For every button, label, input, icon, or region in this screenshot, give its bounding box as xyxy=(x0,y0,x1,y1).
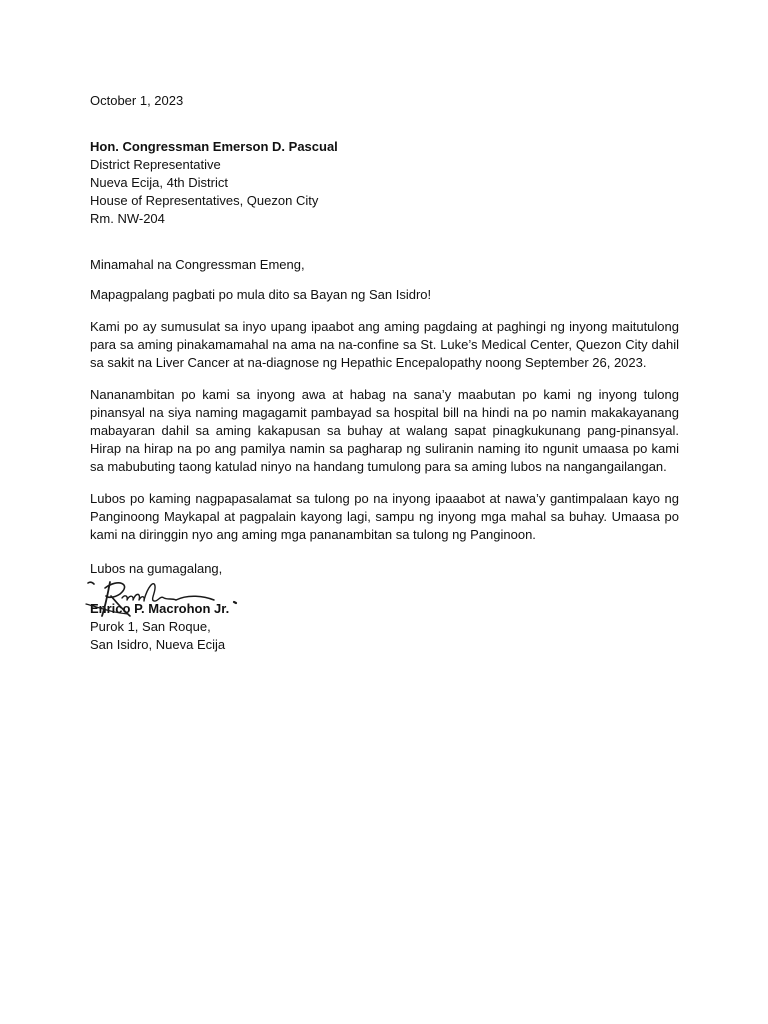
closing: Lubos na gumagalang, xyxy=(90,561,223,576)
salutation: Minamahal na Congressman Emeng, xyxy=(90,257,305,272)
sender-name: Enrico P. Macrohon Jr. xyxy=(90,601,230,616)
signature-icon xyxy=(84,576,249,622)
letter-body xyxy=(90,92,679,654)
paragraph-appeal: Nananambitan po kami sa inyong awa at habag na sana’y maabutan po kami ng inyong tulong pinansyal na siya naming magagamit pambayad sa hospital bill na hindi na po namin makakayanang mabayaran dahil sa aming kakapusan sa buhay at walang sapat pinagkukunang pang-pinansyal. Hirap na hirap na po ang pamilya namin sa pagharap ng suliranin naming ito ngunit umaasa po kami sa mabubuting taong katulad ninyo na handang tumulong para sa aming lubos na nangangailangan. xyxy=(90,387,679,474)
paragraph-thanks: Lubos po kaming nagpapasalamat sa tulong po na inyong ipaaabot at nawa’y gantimpalaan kayo ng Panginoong Maykapal at pagpalain kayong lagi, sampu ng inyong mga mahal sa buhay. Umaasa po kami na diringgin nyo ang aming mga pananambitan sa tulong ng Panginoon. xyxy=(90,491,679,542)
recipient-office: House of Representatives, Quezon City xyxy=(90,193,319,208)
recipient-title: District Representative xyxy=(90,157,221,172)
sender-address-line-2: San Isidro, Nueva Ecija xyxy=(90,637,226,652)
recipient-district: Nueva Ecija, 4th District xyxy=(90,175,228,190)
recipient-name: Hon. Congressman Emerson D. Pascual xyxy=(90,139,338,154)
recipient-address xyxy=(90,138,679,228)
letter-date: October 1, 2023 xyxy=(90,93,184,108)
recipient-room: Rm. NW-204 xyxy=(90,211,165,226)
paragraph-request: Kami po ay sumusulat sa inyo upang ipaabot ang aming pagdaing at paghingi ng inyong maitutulong para sa aming pinakamamahal na ama na na-confine sa St. Luke’s Medical Center, Quezon City dahil sa sakit na Liver Cancer at na-diagnose ng Hepathic Encepalopathy noong September 26, 2023. xyxy=(90,319,679,370)
signature-block xyxy=(90,600,679,654)
sender-address-line-1: Purok 1, San Roque, xyxy=(90,619,211,634)
greeting: Mapagpalang pagbati po mula dito sa Bayan ng San Isidro! xyxy=(90,287,432,302)
